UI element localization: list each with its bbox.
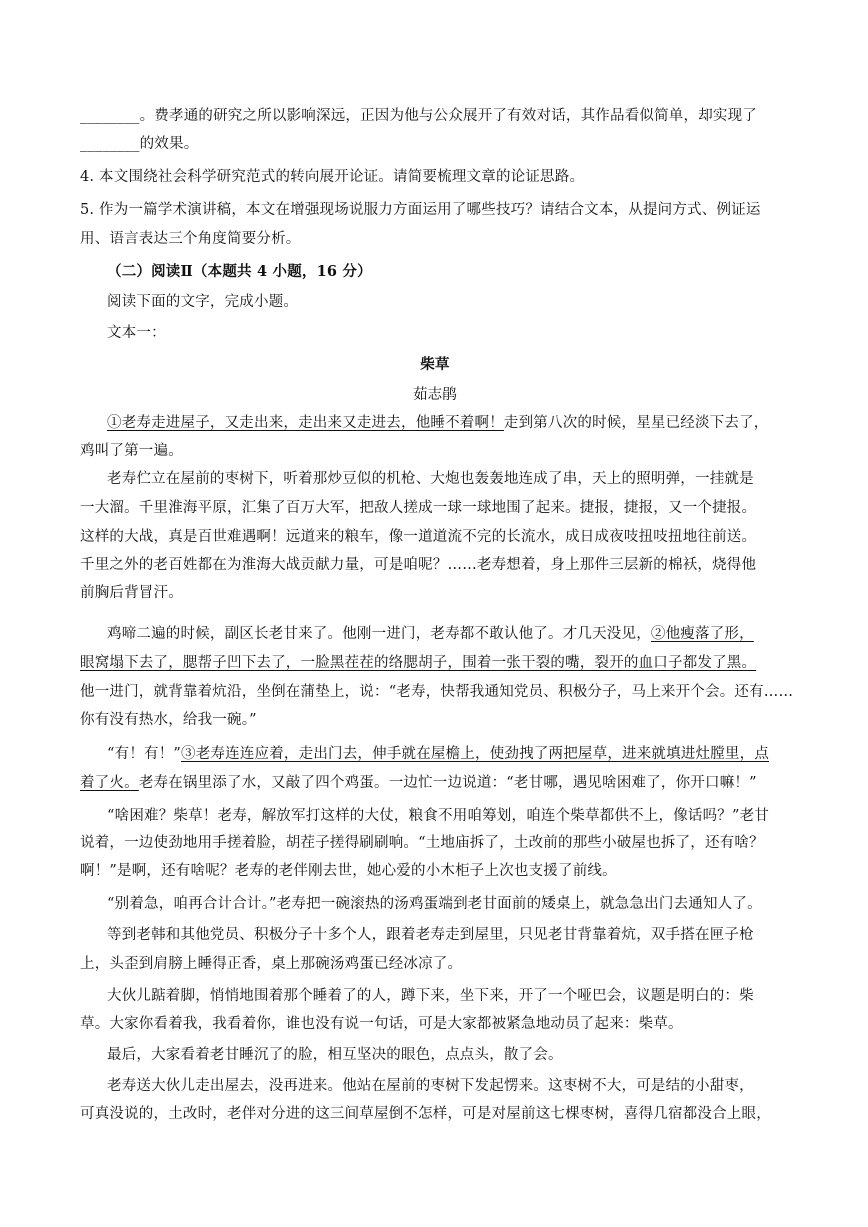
underlined-text: 着了火。	[80, 775, 139, 791]
text-segment: 草。大家你看着我，我看着你，谁也没有说一句话，可是大家都被紧急地动员了起来：柴草。	[80, 1016, 683, 1032]
paragraph-line	[107, 469, 790, 489]
question-3-text	[80, 106, 790, 126]
paragraph-line	[80, 833, 790, 853]
text-label	[107, 323, 790, 343]
paragraph-line	[80, 555, 790, 575]
paragraph-line	[80, 1014, 790, 1034]
text-segment: 老寿伫立在屋前的枣树下，听着那炒豆似的机枪、大炮也轰轰地连成了串，天上的照明弹，一挂就是	[107, 471, 754, 487]
text-segment: 说着，一边使劲地用手搓着脸，胡茬子搓得刷刷响。“土地庙拆了，土改前的那些小破屋也拆了，还有啥？	[80, 835, 764, 851]
paragraph-line	[107, 806, 790, 826]
question-3-text	[80, 134, 790, 154]
text-segment: 这样的大战，真是百世难遇啊！远道来的粮车，像一道道流不完的长流水，成日成夜吱扭吱扭地往前送。	[80, 529, 757, 545]
text-segment: 阅读下面的文字，完成小题。	[107, 294, 299, 310]
text-segment: ________的效果。	[80, 136, 199, 152]
text-segment: 老寿送大伙儿走出屋去，没再进来。他站在屋前的枣树下发起愣来。这枣树不大，可是结的小甜枣，	[107, 1078, 754, 1094]
text-segment: （二）阅读Ⅱ（本题共 4 小题，16 分）	[107, 263, 372, 280]
text-segment: 走到第八次的时候，星星已经淡下去了，	[503, 415, 769, 431]
text-segment: 千里之外的老百姓都在为淮海大战贡献力量，可是咱呢？……老寿想着，身上那件三层新的棉袄，烧得他	[80, 557, 757, 573]
underlined-text: ①老寿走进屋子，又走出来，走出来又走进去，他睡不着啊！	[107, 415, 504, 431]
underlined-text: ③老寿连连应着，走出门去，伸手就在屋檐上，使劲拽了两把屋草，进来就填进灶膛里，点	[181, 746, 770, 762]
question-5	[80, 200, 790, 220]
paragraph-line	[107, 925, 790, 945]
paragraph-line	[80, 682, 794, 702]
text-segment: 前胸后背冒汗。	[80, 585, 183, 601]
paragraph-line	[80, 498, 790, 518]
paragraph-line	[107, 1076, 790, 1096]
text-segment: “啥困难？柴草！老寿，解放军打这样的大仗，粮食不用咱筹划，咱连个柴草都供不上，像话吗？”老甘	[107, 808, 770, 824]
paragraph-line	[80, 653, 790, 673]
reading-instruction	[107, 292, 790, 312]
paragraph-line	[80, 527, 790, 547]
text-segment: 你有没有热水，给我一碗。”	[80, 712, 257, 728]
paragraph-line	[107, 744, 790, 764]
story-title	[80, 355, 790, 375]
paragraph-line	[80, 773, 790, 793]
text-segment: “有！有！”	[107, 746, 182, 762]
text-segment: 可真没说的，土改时，老伴对分进的这三间草屋倒不怎样，可是对屋前这七棵枣树，喜得几宿都没合上眼，	[80, 1106, 771, 1122]
text-segment: 茹志鹃	[412, 387, 458, 403]
text-segment: 4. 本文围绕社会科学研究范式的转向展开论证。请简要梳理文章的论证思路。	[80, 169, 585, 185]
paragraph-line	[80, 710, 790, 730]
paragraph-line	[80, 1104, 790, 1124]
underlined-text: 眼窝塌下去了，腮帮子凹下去了，一脸黑茬茬的络腮胡子，围着一张干裂的嘴，裂开的血口子都发了黑。	[80, 655, 757, 671]
text-segment: ________。费孝通的研究之所以影响深远，正因为他与公众展开了有效对话，其作品看似简单，却实现了	[80, 108, 757, 124]
text-segment: 最后，大家看着老甘睡沉了的脸，相互坚决的眼色，点点头，散了会。	[107, 1047, 563, 1063]
underlined-text: ②他瘦落了形，	[650, 626, 754, 642]
story-author	[80, 385, 790, 405]
text-segment: 鸡叫了第一遍。	[80, 443, 183, 459]
text-segment: 老寿在锅里添了水，又敲了四个鸡蛋。一边忙一边说道：“老甘哪，遇见啥困难了，你开口嘛！”	[138, 775, 757, 791]
paragraph-line	[80, 861, 790, 881]
paragraph-line	[107, 1045, 790, 1065]
text-segment: 他一进门，就背靠着炕沿，坐倒在蒲垫上，说：“老寿，快帮我通知党员、积极分子，马上来开个会。还有……	[80, 684, 794, 700]
paragraph-line	[80, 583, 790, 603]
question-5	[80, 229, 790, 249]
text-segment: 5. 作为一篇学术演讲稿，本文在增强现场说服力方面运用了哪些技巧？请结合文本，从提问方式、例证运	[80, 202, 761, 218]
text-segment: “别着急，咱再合计合计。”老寿把一碗滚热的汤鸡蛋端到老甘面前的矮桌上，就急急出门去通知人了。	[107, 896, 762, 912]
paragraph-line	[107, 894, 790, 914]
question-4	[80, 167, 790, 187]
paragraph-line	[80, 441, 790, 461]
text-segment: 柴草	[420, 356, 450, 373]
text-segment: 上，头歪到肩膀上睡得正香，桌上那碗汤鸡蛋已经冰凉了。	[80, 956, 463, 972]
text-segment: 用、语言表达三个角度简要分析。	[80, 231, 301, 247]
paragraph-line	[80, 954, 790, 974]
text-segment: 一大溜。千里淮海平原，汇集了百万大军，把敌人搓成一球一球地围了起来。捷报，捷报，又一个捷报。	[80, 500, 757, 516]
paragraph-line	[107, 986, 790, 1006]
section-heading	[107, 262, 790, 282]
text-segment: 啊！”是啊，还有啥呢？老寿的老伴刚去世，她心爱的小木柜子上次也支援了前线。	[80, 863, 617, 879]
text-segment: 大伙儿踮着脚，悄悄地围着那个睡着了的人，蹲下来，坐下来，开了一个哑巴会，议题是明白的：柴	[107, 988, 754, 1004]
paragraph-line	[107, 624, 790, 644]
text-segment: 等到老韩和其他党员、积极分子十多个人，跟着老寿走到屋里，只见老甘背靠着炕，双手搭在匣子枪	[107, 927, 754, 943]
text-segment: 文本一：	[107, 325, 166, 341]
paragraph-line	[107, 413, 790, 433]
text-segment: 鸡啼二遍的时候，副区长老甘来了。他刚一进门，老寿都不敢认他了。才几天没见，	[107, 626, 651, 642]
